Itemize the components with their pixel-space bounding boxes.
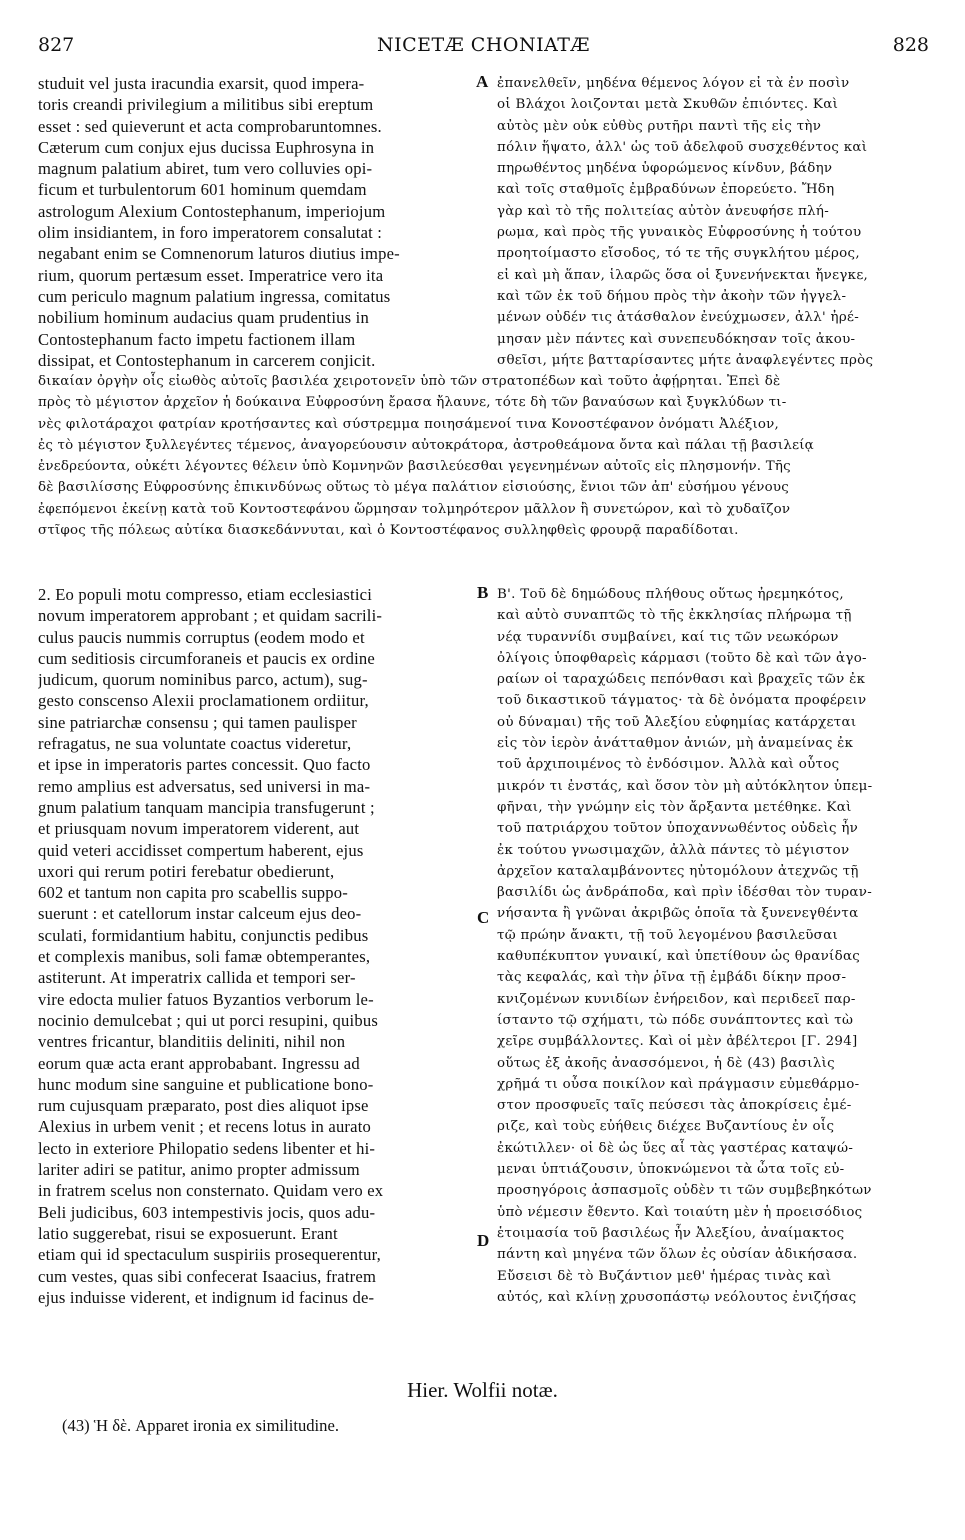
latin-text-line: hunc modum sine sanguine et publicatione bono- — [38, 1074, 374, 1094]
greek-column-top — [497, 73, 931, 371]
greek-text-line: ρωμα, καὶ πρὸς τῆς γυναικὸς Εὐφροσύνης ἡ τούτου — [497, 225, 862, 241]
latin-text-line: cum vestes, quas sibi confecerat Isaacius, fratrem — [38, 1266, 377, 1286]
latin-text-line: Contostephanum facto impetu factionem illam — [38, 329, 356, 349]
greek-text-line: ίσταντο τῷ σχήματι, τὼ πόδε συνάπτοντες καὶ τὼ — [497, 1012, 854, 1028]
latin-text-line: gnum palatium tanquam mancipia transfugerunt ; — [38, 797, 375, 817]
greek-text-line: νήσαντα ἢ γνῶναι ἀκριβῶς ὁποῖα τὰ ξυνενεγθέντα — [497, 906, 859, 922]
latin-text-line: ejus induisse viderent, et indignum id facinus de- — [38, 1287, 375, 1307]
greek-text-line: οὕτως ἐξ ἀκοῆς ἀνασσόμενοι, ἡ δὲ (43) βασιλὶς — [497, 1055, 835, 1071]
greek-text-line: στον προσφυεῖς ταῖς πεύσεσι τὰς ἀποκρίσεις ἐμέ- — [497, 1098, 852, 1114]
margin-marker-c: C — [477, 908, 490, 927]
greek-text-line: εἰς τὸν ἱερὸν ἀνάτταθμον ἀνιών, μὴ ἀναμείνας ἐκ — [497, 736, 854, 752]
latin-text-line: magnum palatium abiret, tum vero colluvies opi- — [38, 159, 373, 179]
latin-text-line: 602 et tantum non capita pro scabellis suppo- — [38, 883, 348, 903]
greek-text-line: νὲς φιλοτάραχοι φατρίαν κροτήσαντες καὶ σύστρεμμα ποιησάμενοί τινα Κονοστέφανον ὀνόματι Ἀλέξιον, — [38, 416, 779, 432]
latin-text-line: in fratrem scelus non consternato. Quidam vero ex — [38, 1181, 384, 1201]
latin-text-line: olim insidiantem, in foro imperatorem consalutat : — [38, 223, 383, 243]
greek-text-line: γὰρ καὶ τὸ τῆς πολιτείας αὐτὸν ἀνευφήσε πλή- — [497, 203, 830, 219]
greek-text-line: βασιλίδι ὡς ἀνδράποδα, καὶ πρὶν ἰδέσθαι τὸν τυραν- — [497, 885, 873, 901]
latin-text-line: ficum et turbulentorum 601 hominum quemdam — [38, 180, 367, 200]
greek-text-line: πηρωθέντος μηδένα ὑφορώμενος κίνδυν, βάδην — [497, 161, 833, 177]
greek-text-line: πάντη καὶ μηγένα τῶν ὅλων ἐς οὐσίαν ἀδικήσασα. — [497, 1247, 858, 1263]
latin-text-line: ventres fricantur, blanditiis deliniti, nihil non — [38, 1032, 346, 1052]
latin-column-bottom — [38, 584, 470, 1308]
latin-text-line: cum periculo magnum palatium ingressa, comitatus — [38, 286, 391, 306]
latin-text-line: suerunt : et catellorum instar calceum ejus deo- — [38, 904, 362, 924]
greek-text-line: αὐτὸς μὲν οὐκ εὐθὺς ρυτῆρι παντὶ τῆς εἰς τὴν — [497, 118, 822, 134]
greek-text-line: τοῦ πατριάρχου τοῦτον ὑποχαννωθέντος οὐδεὶς ἦν — [497, 821, 859, 837]
greek-text-line: νέᾳ τυραννίδι συμβαίνει, καί τις τῶν νεωκόρων — [497, 629, 839, 645]
notes-title: Hier. Wolfii notæ. — [407, 1378, 558, 1402]
latin-text-line: Alexius in urbem venit ; et recens lotus in aurato — [38, 1117, 372, 1137]
greek-text-line: καὶ αὐτὸ συναπτῶς τὸ τῆς ἐκκλησίας πλήρωμα τῇ — [497, 608, 852, 624]
greek-text-line: αὐτός, καὶ κλίνῃ χρυσοπάστῳ νεόλουτος ἐνιζήσας — [497, 1289, 857, 1305]
latin-text-line: judicum, quorum nominibus parco, actum), sug- — [38, 670, 368, 690]
greek-text-line: ὑπὸ νέμεσιν ἔθεντο. Καὶ τοιαύτη μὲν ἡ προεισόδιος — [497, 1204, 863, 1220]
greek-text-line: καὶ τῶν ἐκ τοῦ δήμου πρὸς τὴν ἀκοὴν τῶν ἠγγελ- — [497, 288, 847, 304]
margin-marker-d: D — [477, 1231, 490, 1250]
latin-text-line: esset : sed quieverunt et acta comprobaruntomnes. — [38, 116, 382, 136]
latin-text-line: rium, quorum pertæsum esset. Imperatrice vero ita — [38, 265, 384, 285]
greek-text-line: μησαν μὲν πάντες καὶ συνεπευδόκησαν τοῖς ἀκου- — [497, 331, 856, 347]
greek-column-bottom — [497, 584, 931, 1308]
greek-text-line: ριζε, καὶ τοὺς εὐήθεις διέχεε Βυζαντίους ἐν οἷς — [497, 1119, 835, 1135]
latin-text-line: quid veteri accidisset compertum haberent, ejus — [38, 840, 364, 860]
greek-text-line: ἐς τὸ μέγιστον ξυλλεγέντες τέμενος, ἀναγορεύουσιν αὐτοκράτορα, ἀστροθεάμονα ὄντα καὶ πάλαι τῇ βασιλείᾳ — [38, 437, 814, 453]
latin-text-line: lariter adiri se patitur, animo propter admissum — [38, 1160, 360, 1180]
latin-text-line: sine patriarchæ consensu ; qui tamen paulisper — [38, 712, 357, 732]
latin-text-line: toris creandi privilegium a militibus sibi ereptum — [38, 95, 374, 115]
greek-text-line: χρῆμά τι οὖσα ποικίλον καὶ πράγμασιν εὐμεθάρμο- — [497, 1076, 860, 1092]
page-number-left: 827 — [38, 34, 75, 56]
greek-text-line: Εὔσεισι δὲ τὸ Βυζάντιον μεθ' ἡμέρας τινὰς καὶ — [497, 1268, 832, 1284]
latin-text-line: nocinio demulcebat ; qui ut porci resupini, quibus — [38, 1010, 378, 1030]
greek-text-line: ἑτοιμασία τοῦ βασιλέως ἦν Ἀλεξίου, ἀναίμακτος — [497, 1225, 845, 1241]
latin-text-line: Beli judicibus, 603 intempestivis jocis, quos adu- — [38, 1202, 376, 1222]
greek-text-line: Β'. Τοῦ δὲ δημώδους πλήθους οὕτως ἠρεμηκότος, — [497, 587, 844, 602]
latin-text-line: latio suggerebat, risui se exposuerunt. Erant — [38, 1223, 338, 1243]
greek-text-line: προητοίμαστο εἴσοδος, τό τε τῆς συγκλήτου μέρος, — [497, 246, 860, 262]
greek-text-line: ἐκ τούτου γνωσιμαχῶν, ἀλλὰ πάντες τὸ μέγιστον — [497, 842, 850, 858]
latin-text-line: lecto in exteriore Philopatio sedens libenter et hi- — [38, 1138, 376, 1158]
margin-marker-b: B — [477, 583, 489, 602]
greek-text-line: προσηγόροις ἀσπασμοῖς οὐδὲν τι τῶν συμβεβηκότων — [497, 1183, 872, 1199]
greek-text-line: ἐπανελθεῖν, μηδένα θέμενος λόγον εἰ τὰ ἐν ποσὶν — [497, 76, 850, 91]
greek-text-line: πρὸς τὸ μέγιστον ἀρχεῖον ἡ δούκαινα Εὐφροσύνη ἔρασα ἤλαυνε, τότε δὴ τῶν βαναύσων καὶ ξυγκλύδων τι- — [38, 395, 787, 411]
latin-text-line: culus paucis nummis corruptus (eodem modo et — [38, 627, 365, 647]
page-number-right: 828 — [892, 34, 929, 56]
greek-text-line: τοῦ ἀρχιποιμένος τὸ ἐνδόσιμον. Ἀλλὰ καὶ οὗτος — [497, 757, 840, 773]
greek-text-line: σθεῖσι, μήτε βατταρίσαντες μήτε ἀναφλεγέντες πρὸς — [497, 352, 874, 368]
greek-text-line: ἀρχεῖον καταλαμβάνοντες ηὐτομόλουν ἀτεχνῶς τῇ — [497, 863, 859, 879]
latin-column-top — [38, 73, 470, 371]
greek-text-line: τοῦ δικαστικοῦ τάγματος· τὰ δὲ ὀνόματα προφέρειν — [497, 693, 867, 709]
greek-text-line: μεναι ὑπτιάζουσιν, ὑποκνώμενοι τὰ ὦτα τοῖς εὐ- — [497, 1162, 845, 1178]
latin-text-line: uxori qui rerum potiri ferebatur obedierunt, — [38, 861, 335, 881]
latin-text-line: astrologum Alexium Contostephanum, imperiojum — [38, 201, 386, 221]
greek-text-line: τῷ πρώην ἄνακτι, τῇ τοῦ λεγομένου βασιλεῦσαι — [497, 927, 839, 943]
greek-text-line: εἰ καὶ μὴ ἅπαν, ἱλαρῶς ὅσα οἱ ξυνενήνεκται ἤνεγκε, — [497, 267, 869, 283]
greek-full-width-passage — [38, 371, 931, 541]
latin-text-line: Cæterum cum conjux ejus ducissa Euphrosyna in — [38, 137, 375, 157]
greek-text-line: οἱ Βλάχοι λοιζονται μετὰ Σκυθῶν ἐπιόντες. Καὶ — [497, 97, 839, 113]
latin-text-line: et complexis manibus, soli famæ obtemperantes, — [38, 947, 371, 967]
latin-text-line: remo amplius est adversatus, sed universi in ma- — [38, 776, 371, 796]
greek-text-line: μικρόν τι ἐνστάς, καὶ ὅσον τὸν μὴ αὐτόκλητον ὑπεμ- — [497, 778, 873, 794]
latin-text-line: rum cujusquam præparato, post dies aliquot ipse — [38, 1096, 369, 1116]
greek-text-line: ἐφεπόμενοι ἐκείνῃ κατὰ τοῦ Κοντοστεφάνου ὥρμησαν τολμηρότερον μᾶλλον ἢ συνετώρον, καὶ τὸ χυδαῖζον — [38, 501, 791, 517]
latin-text-line: cum seditiosis circumforaneis et paucis ex ordine — [38, 648, 375, 668]
latin-text-line: dissipat, et Contostephanum in carcerem conjicit. — [38, 350, 376, 370]
greek-text-line: δὲ βασιλίσσης Εὐφροσύνης ἐπικινδύνως οὕτως τὸ μέγα παλάτιον εἰσιούσης, ἔνιοι τῶν ἀπ' εὐσήμου γένους — [38, 480, 789, 496]
latin-text-line: refragatus, ne sua voluntate coactus videretur, — [38, 734, 352, 754]
latin-text-line: etiam qui id spectaculum suspiriis prosequerentur, — [38, 1245, 381, 1265]
latin-text-line: astiterunt. At imperatrix callida et tempori ser- — [38, 968, 356, 988]
latin-text-line: sculati, formidantium habitu, conjunctis pedibus — [38, 925, 369, 945]
greek-text-line: ραίων οἱ ταραχώδεις πεπόνθασι καὶ βραχεῖς τῶν ἐκ — [497, 672, 866, 688]
greek-text-line: μένων οὐδέν τις ἀτάσθαλον ἐνεύχμωσεν, ἀλλ' ἠρέ- — [497, 310, 860, 326]
latin-text-line: eorum quæ acta erant approbabant. Ingressu ad — [38, 1053, 360, 1073]
page-header — [38, 34, 929, 60]
greek-text-line: καὶ τοῖς σταθμοῖς ἐμβραδύνων ἐπορεύετο. Ἤδη — [497, 182, 835, 198]
margin-marker-a: A — [476, 72, 489, 91]
greek-text-line: δικαίαν ὀργὴν οἷς εἰωθὸς αὐτοῖς βασιλέα χειροτονεῖν ὑπὸ τῶν στρατοπέδων καὶ τοῦτο ἀφῄρηται. Ἐπεὶ δὲ — [38, 374, 781, 389]
greek-text-line: κνιζομένων κυνιδίων ἐνήρειδον, καὶ περιδεεῖ παρ- — [497, 991, 856, 1007]
running-title: NICETÆ CHONIATÆ — [377, 34, 590, 56]
footnote: (43) Ἡ δὲ. Apparet ironia ex similitudine. — [62, 1416, 339, 1435]
greek-text-line: ὀλίγοις ὑποφθαρεὶς κάρμασι (τοῦτο δὲ καὶ τῶν ἀγο- — [497, 650, 867, 666]
latin-text-line: negabant enim se Comnenorum laturos diutius impe- — [38, 244, 400, 264]
greek-text-line: στῖφος τῆς πόλεως αὐτίκα διασκεδάννυται, καὶ ὁ Κοντοστέφανος συλληφθεὶς φρουρᾷ παραδίδοται. — [38, 523, 739, 539]
latin-text-line: et priusquam novum imperatorem viderent, aut — [38, 819, 360, 839]
greek-text-line: ἐνεδρεύοντα, οὐκέτι λέγοντες θέλειν ὑπὸ Κομνηνῶν βασιλεύεσθαι γεγενημένων αὐτοῖς εἰς πλησμονήν. Τῆς — [38, 459, 791, 475]
latin-text-line: nobilium hominum audacius quam prudentius in — [38, 308, 369, 328]
greek-text-line: καθυπέκυπτον γυναικί, καὶ ὑπετίθουν ὡς θρανίδας — [497, 949, 861, 965]
greek-text-line: ἐκώτιλλεν· οἱ δὲ ὡς ὕες αἷ τὰς γαστέρας καταψώ- — [497, 1140, 854, 1156]
latin-text-line: novum imperatorem approbant ; et quidam sacrili- — [38, 606, 383, 626]
latin-text-line: 2. Eo populi motu compresso, etiam ecclesiastici — [38, 585, 373, 604]
latin-text-line: gesto conscenso Alexii proclamationem ordiitur, — [38, 691, 369, 711]
greek-text-line: χεῖρε συμβάλλοντες. Καὶ οἱ μὲν ἀβέλτεροι [Γ. 294] — [497, 1034, 858, 1050]
greek-text-line: φῆναι, τὴν γνώμην εἰς τὸν ἄρξαντα μετέθηκε. Καὶ — [497, 799, 852, 815]
greek-text-line: πόλιν ἥψατο, ἀλλ' ὡς τοῦ ἀδελφοῦ συσχεθέντος καὶ — [497, 139, 868, 155]
latin-text-line: vire edocta mulier fatuos Byzantios verborum le- — [38, 989, 374, 1009]
greek-text-line: οὐ δύναμαι) τῆς τοῦ Ἀλεξίου εὐφημίας κατάρχεται — [497, 714, 857, 730]
greek-text-line: τὰς κεφαλάς, καὶ τὴν ῥῖνα τῇ ἐμβάδι δίκην προσ- — [497, 970, 847, 986]
latin-text-line: et ipse in imperatoris partes concessit. Quo facto — [38, 755, 371, 775]
latin-text-line: studuit vel justa iracundia exarsit, quod impera- — [38, 74, 365, 93]
